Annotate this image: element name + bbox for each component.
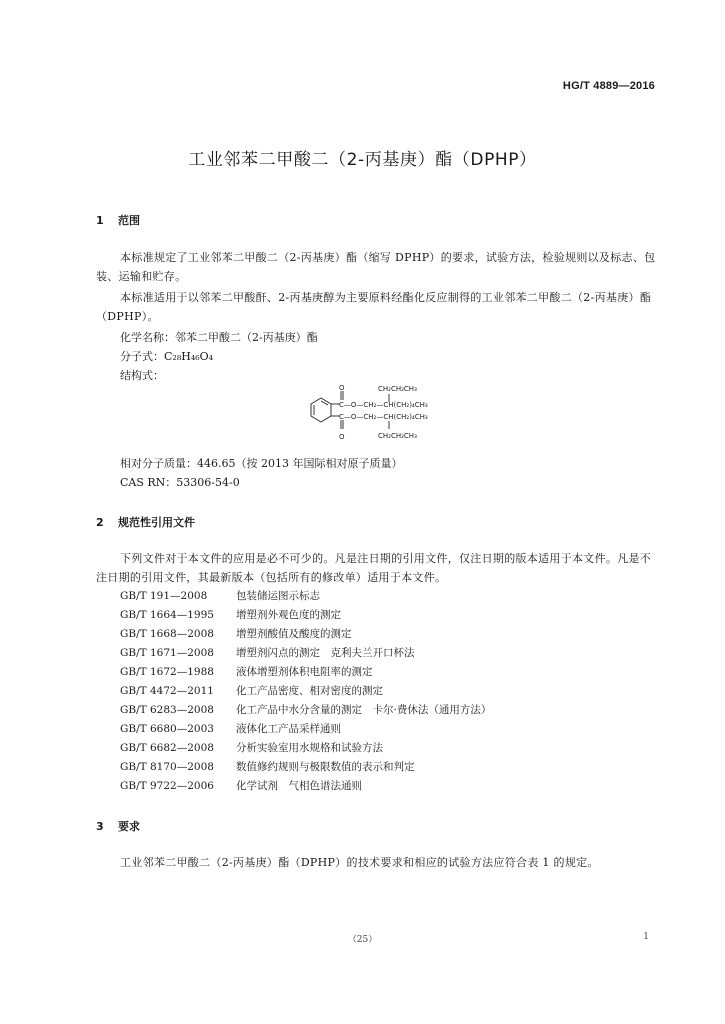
requirements-paragraph: 工业邻苯二甲酸二（2-丙基庚）酯（DPHP）的技术要求和相应的试验方法应符合表 1 的规定。 xyxy=(120,856,599,869)
footer-center-number: （25） xyxy=(347,935,378,945)
reference-item xyxy=(120,759,415,774)
reference-item xyxy=(120,683,383,698)
reference-code: GB/T 1672—1988 xyxy=(120,666,214,678)
reference-item xyxy=(120,645,415,660)
section-1-title: 范围 xyxy=(118,214,140,227)
structural-formula xyxy=(305,383,475,449)
reference-item xyxy=(120,626,352,641)
reference-item xyxy=(120,721,341,736)
reference-code: GB/T 1671—2008 xyxy=(120,647,214,659)
scope-paragraph-2: 本标准适用于以邻苯二甲酸酐、2-丙基庚醇为主要原料经酯化反应制得的工业邻苯二甲酸二（2-丙基庚）酯（DPHP）。 xyxy=(96,291,652,323)
reference-title: 化工产品中水分含量的测定 卡尔·费休法（通用方法） xyxy=(236,704,492,716)
bottom-chain: CH₂CH₂CH₃ xyxy=(378,432,417,440)
standard-number: HG/T 4889—2016 xyxy=(562,80,655,92)
section-2-heading xyxy=(96,514,195,530)
section-3-title: 要求 xyxy=(118,820,140,833)
structure-label: 结构式： xyxy=(120,369,164,382)
section-1-heading xyxy=(96,212,140,228)
reference-title: 数值修约规则与极限数值的表示和判定 xyxy=(236,761,415,773)
reference-item xyxy=(120,607,341,622)
reference-title: 增塑剂酸值及酸度的测定 xyxy=(236,628,352,640)
section-3-heading xyxy=(96,818,140,834)
reference-item xyxy=(120,778,362,793)
ester-row-1: C—O—CH₂—CH(CH₂)₄CH₃ xyxy=(339,401,428,409)
reference-title: 液体增塑剂体积电阻率的测定 xyxy=(236,666,373,678)
reference-title: 增塑剂外观色度的测定 xyxy=(236,609,341,621)
reference-item xyxy=(120,740,383,755)
oxygen-top: O xyxy=(339,384,345,392)
molecular-weight: 相对分子质量：446.65（按 2013 年国际相对原子质量） xyxy=(120,457,403,470)
reference-item xyxy=(120,588,320,603)
reference-item xyxy=(120,664,373,679)
ester-row-2: C—O—CH₂—CH(CH₂)₄CH₃ xyxy=(339,413,428,421)
scope-paragraph-1: 本标准规定了工业邻苯二甲酸二（2-丙基庚）酯（缩写 DPHP）的要求，试验方法，检验规则以及标志、包装、运输和贮存。 xyxy=(96,251,656,283)
chemical-name: 化学名称：邻苯二甲酸二（2-丙基庚）酯 xyxy=(120,331,318,344)
reference-code: GB/T 1664—1995 xyxy=(120,609,214,621)
section-2-title: 规范性引用文件 xyxy=(118,516,195,529)
section-1-number: 1 xyxy=(96,214,104,227)
section-2-number: 2 xyxy=(96,516,104,529)
reference-code: GB/T 9722—2006 xyxy=(120,780,214,792)
page-number: 1 xyxy=(643,932,649,942)
cas-number: CAS RN：53306-54-0 xyxy=(120,476,240,489)
reference-title: 分析实验室用水规格和试验方法 xyxy=(236,742,383,754)
reference-title: 化工产品密度、相对密度的测定 xyxy=(236,685,383,697)
oxygen-bottom: O xyxy=(339,433,345,441)
top-chain: CH₂CH₂CH₃ xyxy=(378,385,417,393)
document-title: 工业邻苯二甲酸二（2-丙基庚）酯（DPHP） xyxy=(188,150,537,170)
reference-code: GB/T 6680—2003 xyxy=(120,723,214,735)
references-paragraph: 下列文件对于本文件的应用是必不可少的。凡是注日期的引用文件，仅注日期的版本适用于本文件。凡是不注日期的引用文件，其最新版本（包括所有的修改单）适用于本文件。 xyxy=(96,552,652,584)
reference-code: GB/T 4472—2011 xyxy=(120,685,214,697)
section-3-number: 3 xyxy=(96,820,104,833)
reference-item xyxy=(120,702,491,717)
reference-code: GB/T 8170—2008 xyxy=(120,761,214,773)
molecular-formula: 分子式：C₂₈H₄₆O₄ xyxy=(120,350,214,363)
reference-code: GB/T 1668—2008 xyxy=(120,628,214,640)
reference-code: GB/T 6283—2008 xyxy=(120,704,214,716)
reference-title: 包装储运图示标志 xyxy=(236,590,320,602)
reference-title: 化学试剂 气相色谱法通则 xyxy=(236,780,362,792)
reference-code: GB/T 6682—2008 xyxy=(120,742,214,754)
reference-code: GB/T 191—2008 xyxy=(120,590,208,602)
reference-title: 液体化工产品采样通则 xyxy=(236,723,341,735)
reference-title: 增塑剂闪点的测定 克利夫兰开口杯法 xyxy=(236,647,415,659)
